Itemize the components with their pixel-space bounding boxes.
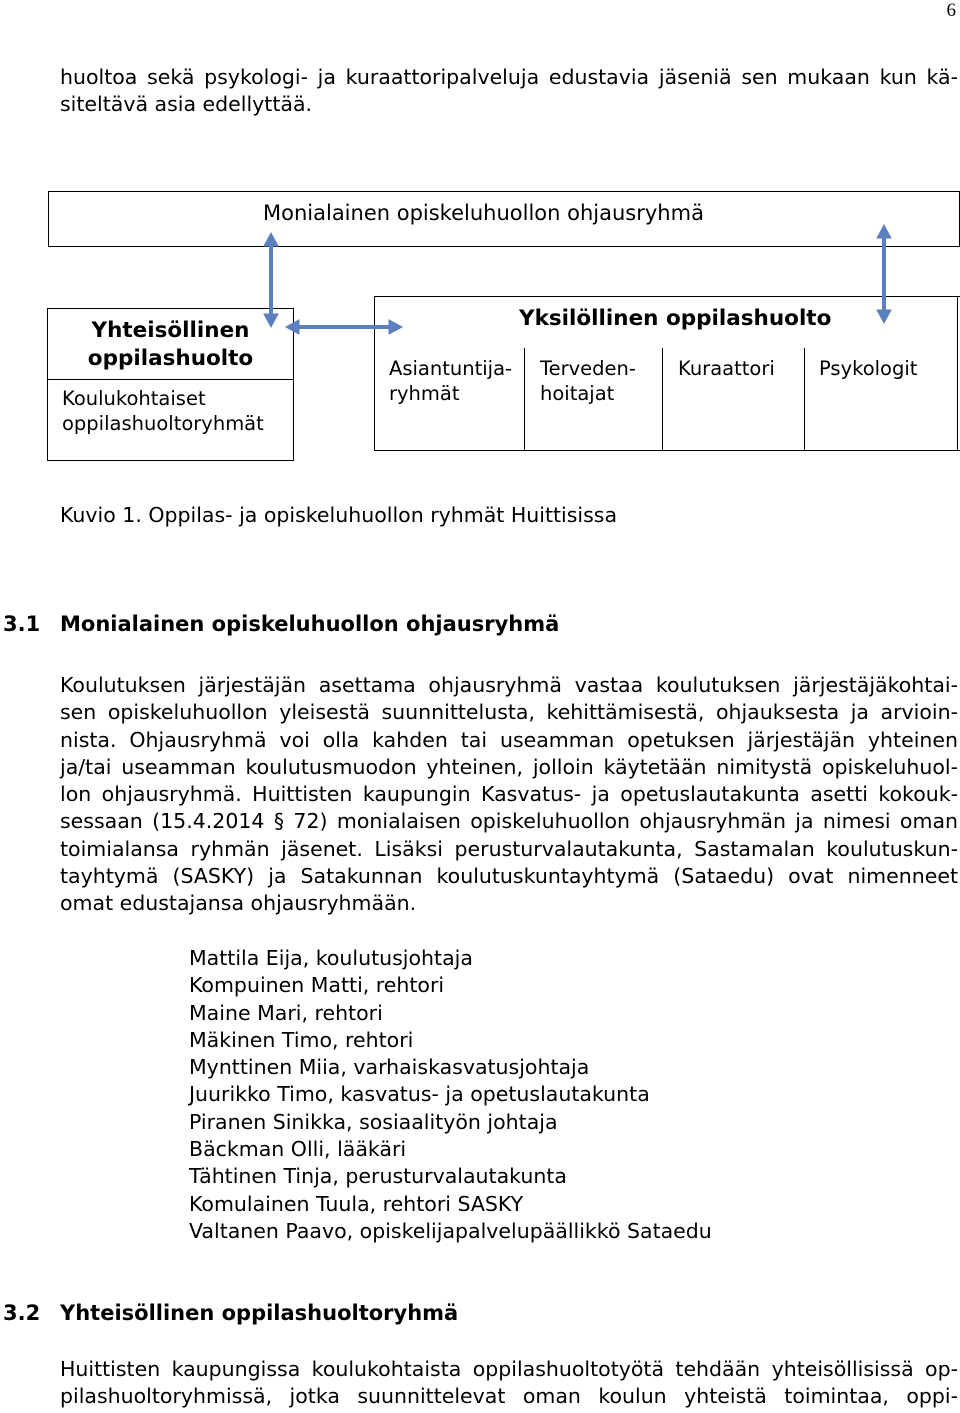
text-line: tayhtymä (SASKY) ja Satakunnan koulutuskuntayhtymä (Sataedu) ovat nimenneet [60,864,958,889]
left-box-title-line: Yhteisöllinen [91,318,250,343]
section-title: Monialainen opiskeluhuollon ohjausryhmä [60,612,560,636]
cell-line: ryhmät [389,382,460,405]
text-line: sen opiskeluhuollon yleisestä suunnittelusta, kehittämisestä, ohjauksesta ja arvioin- [60,700,958,725]
list-item: Kompuinen Matti, rehtori [189,973,445,998]
cell-line: hoitajat [540,382,615,405]
left-box-title-line: oppilashuolto [87,346,254,371]
list-item: Mattila Eija, koulutusjohtaja [189,946,473,970]
list-item: Valtanen Paavo, opiskelijapalvelupäällikkö Sataedu [189,1218,712,1243]
vertical-arrow-right [877,225,891,323]
text-line: Huittisten kaupungissa koulukohtaista oppilashuoltotyötä tehdään yhteisöllisissä op- [60,1357,958,1381]
text-line: pilashuoltoryhmissä, jotka suunnittelevat oman koulun yhteistä toimintaa, oppi- [60,1384,958,1409]
section-3-2-paragraph [60,1356,958,1411]
members-list [189,945,712,1245]
text-line: omat edustajansa ohjausryhmään. [60,891,417,916]
list-item: Piranen Sinikka, sosiaalityön johtaja [189,1109,558,1134]
cell-line: Terveden- [540,357,636,380]
diagram-arrows [0,0,960,470]
text-line: Koulutuksen järjestäjän asettama ohjausryhmä vastaa koulutuksen järjestäjäkohtai- [60,673,958,697]
left-box-sub-line: Koulukohtaiset [62,387,206,410]
text-line: toimialansa ryhmän jäsenet. Lisäksi perusturvalautakunta, Sastamalan koulutuskun- [60,836,958,861]
horizontal-arrow [286,320,402,334]
list-item: Mäkinen Timo, rehtori [189,1027,414,1052]
list-item: Bäckman Olli, lääkäri [189,1137,407,1162]
section-title: Yhteisöllinen oppilashuoltoryhmä [60,1301,459,1325]
page-number: 6 [946,0,956,21]
text-line: nista. Ohjausryhmä voi olla kahden tai useamman opetuksen järjestäjän yhteinen [60,727,958,752]
list-item: Tähtinen Tinja, perusturvalautakunta [189,1164,567,1189]
text-line: lon ohjausryhmä. Huittisten kaupungin Kasvatus- ja opetuslautakunta asetti kokouk- [60,782,958,807]
section-3-1-paragraph [60,672,958,918]
list-item: Maine Mari, rehtori [189,1000,383,1025]
section-number: 3.1 [3,612,41,636]
section-heading-3-2 [3,1301,903,1331]
cell-line: Kuraattori [678,357,775,380]
text-line: siteltävä asia edellyttää. [60,92,313,117]
top-box-title: Monialainen opiskeluhuollon ohjausryhmä [263,201,704,225]
text-line: sessaan (15.4.2014 § 72) monialaisen opiskeluhuollon ohjausryhmän ja nimesi oman [60,809,958,834]
figure-caption: Kuvio 1. Oppilas- ja opiskeluhuollon ryhmät Huittisissa [60,503,618,527]
section-number: 3.2 [3,1301,41,1325]
list-item: Juurikko Timo, kasvatus- ja opetuslautakunta [189,1082,650,1107]
section-heading-3-1 [3,612,903,642]
list-item: Komulainen Tuula, rehtori SASKY [189,1191,524,1216]
vertical-arrow-left [264,233,278,327]
text-line: huoltoa sekä psykologi- ja kuraattoripalveluja edustavia jäseniä sen mukaan kun kä- [60,65,958,89]
cell-line: Psykologit [819,357,918,380]
text-line: ja/tai useamman koulutusmuodon yhteinen, jolloin käytetään nimitystä opiskeluhuol- [60,754,958,779]
cell-line: Asiantuntija- [389,357,513,380]
left-box-sub-line: oppilashuoltoryhmät [62,412,264,435]
right-box-title: Yksilöllinen oppilashuolto [519,306,832,331]
list-item: Mynttinen Miia, varhaiskasvatusjohtaja [189,1055,590,1080]
